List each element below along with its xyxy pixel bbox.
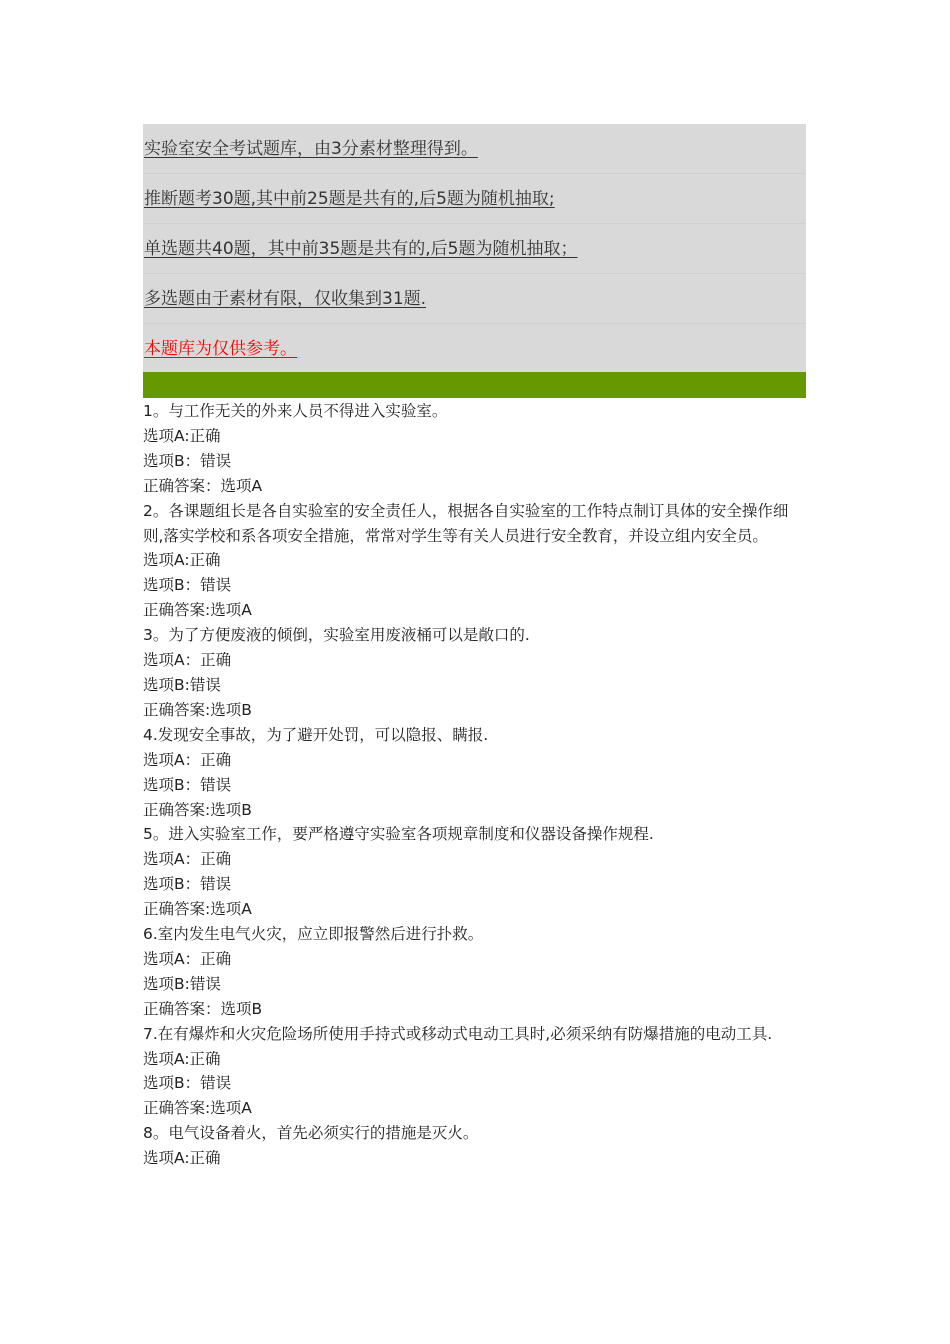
option-a: 选项A:正确 bbox=[143, 426, 221, 445]
correct-answer: 正确答案:选项B bbox=[143, 700, 252, 719]
question-text: 6.室内发生电气火灾，应立即报警然后进行扑救。 bbox=[143, 925, 484, 944]
option-b: 选项B:错误 bbox=[143, 675, 221, 694]
option-b: 选项B：错误 bbox=[143, 1074, 232, 1093]
question-item bbox=[143, 499, 807, 624]
question-item bbox=[143, 922, 807, 1022]
intro-disclaimer: 本题库为仅供参考。 bbox=[144, 339, 297, 359]
question-list bbox=[143, 399, 807, 1171]
correct-answer: 正确答案：选项B bbox=[143, 999, 263, 1018]
correct-answer: 正确答案:选项B bbox=[143, 800, 252, 819]
option-a: 选项A:正确 bbox=[143, 1049, 221, 1068]
question-item bbox=[143, 1121, 807, 1171]
question-item bbox=[143, 822, 807, 922]
question-text: 8。电气设备着火，首先必须实行的措施是灭火。 bbox=[143, 1124, 479, 1143]
option-b: 选项B：错误 bbox=[143, 875, 232, 894]
question-text: 1。与工作无关的外来人员不得进入实验室。 bbox=[143, 402, 448, 420]
intro-line-3: 单选题共40题，其中前35题是共有的,后5题为随机抽取； bbox=[143, 224, 806, 274]
option-b: 选项B：错误 bbox=[143, 775, 232, 794]
question-item bbox=[143, 623, 807, 723]
question-item bbox=[143, 723, 807, 823]
option-a: 选项A：正确 bbox=[143, 949, 232, 968]
question-text: 3。为了方便废液的倾倒，实验室用废液桶可以是敞口的. bbox=[143, 626, 530, 645]
option-b: 选项B:错误 bbox=[143, 974, 221, 993]
intro-line-1: 实验室安全考试题库，由3分素材整理得到。 bbox=[143, 124, 806, 174]
option-b: 选项B：错误 bbox=[143, 576, 232, 595]
intro-box bbox=[143, 124, 806, 372]
correct-answer: 正确答案：选项A bbox=[143, 476, 263, 495]
intro-line-2: 推断题考30题,其中前25题是共有的,后5题为随机抽取; bbox=[143, 174, 806, 224]
option-a: 选项A:正确 bbox=[143, 551, 221, 570]
intro-line-4: 多选题由于素材有限，仅收集到31题. bbox=[143, 274, 806, 324]
option-a: 选项A:正确 bbox=[143, 1149, 221, 1168]
correct-answer: 正确答案:选项A bbox=[143, 601, 252, 620]
option-b: 选项B：错误 bbox=[143, 451, 232, 470]
correct-answer: 正确答案:选项A bbox=[143, 900, 252, 919]
question-text: 2。各课题组长是各自实验室的安全责任人，根据各自实验室的工作特点制订具体的安全操作细则,落实学校和系各项安全措施，常常对学生等有关人员进行安全教育，并设立组内安全员。 bbox=[143, 501, 789, 545]
question-text: 7.在有爆炸和火灾危险场所使用手持式或移动式电动工具时,必须采纳有防爆措施的电动工具. bbox=[143, 1024, 773, 1043]
option-a: 选项A：正确 bbox=[143, 750, 232, 769]
question-item bbox=[143, 1022, 807, 1122]
question-item bbox=[143, 399, 807, 499]
section-divider-bar bbox=[143, 372, 806, 398]
question-text: 5。进入实验室工作，要严格遵守实验室各项规章制度和仪器设备操作规程. bbox=[143, 825, 654, 844]
question-text: 4.发现安全事故，为了避开处罚，可以隐报、瞒报. bbox=[143, 725, 489, 744]
option-a: 选项A：正确 bbox=[143, 651, 232, 670]
correct-answer: 正确答案:选项A bbox=[143, 1099, 252, 1118]
option-a: 选项A：正确 bbox=[143, 850, 232, 869]
